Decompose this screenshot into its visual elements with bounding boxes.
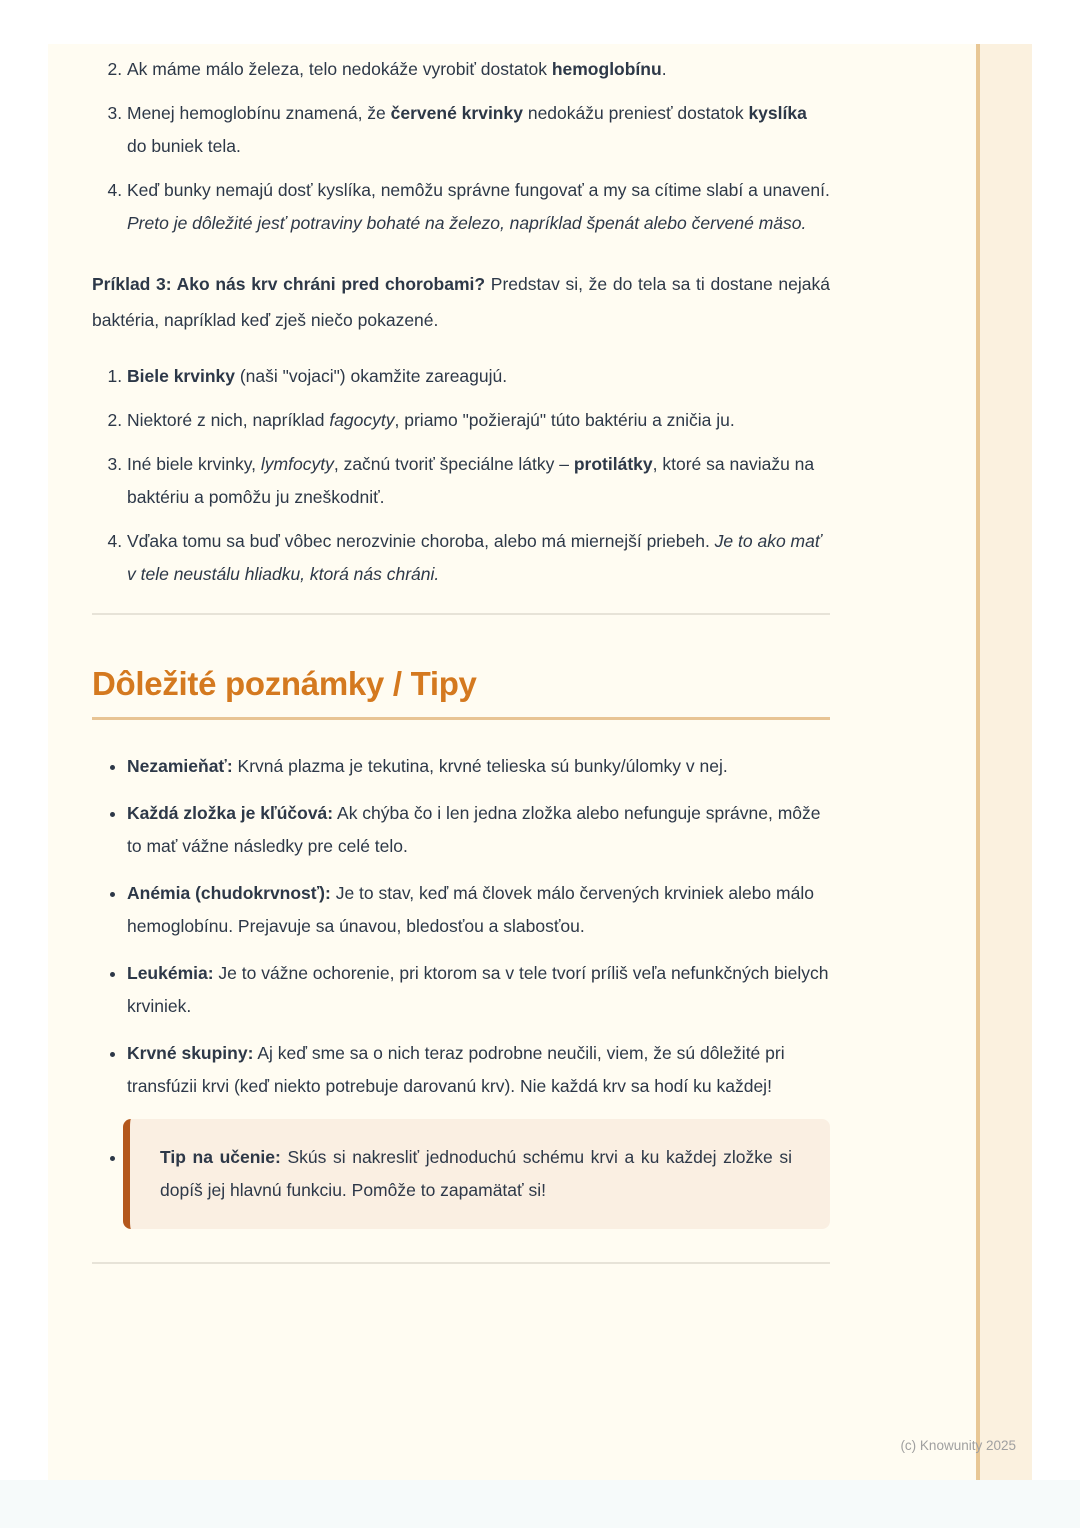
page-content xyxy=(92,44,830,1264)
notes-list xyxy=(92,750,830,1103)
list-item xyxy=(127,404,830,437)
text-segment: , začnú tvoriť špeciálne látky – xyxy=(333,454,574,474)
list-item xyxy=(127,174,830,240)
list-item xyxy=(127,360,830,393)
tip-text xyxy=(160,1141,792,1207)
text-segment: Každá zložka je kľúčová: xyxy=(127,803,334,823)
text-segment: kyslíka xyxy=(748,103,807,123)
list-item xyxy=(127,877,830,943)
list-item xyxy=(127,750,830,783)
text-segment: nedokážu preniesť dostatok xyxy=(522,103,749,123)
section-title: Dôležité poznámky / Tipy xyxy=(92,665,477,702)
list-item xyxy=(127,525,830,591)
text-segment: hemoglobínu xyxy=(551,59,662,79)
text-segment: do buniek tela. xyxy=(127,136,241,156)
text-segment: Vďaka tomu sa buď vôbec nerozvinie choroba, alebo má miernejší priebeh. xyxy=(127,531,715,551)
list-item xyxy=(127,797,830,863)
text-segment: Iné biele krvinky, xyxy=(127,454,261,474)
text-segment: Príklad 3: Ako nás krv chráni pred chorobami? xyxy=(92,274,486,294)
immune-response-list xyxy=(92,360,830,591)
text-segment: Leukémia: xyxy=(127,963,214,983)
text-segment: Predstav si, že do tela sa ti dostane nejaká baktéria, napríklad keď zješ niečo pokazené. xyxy=(92,274,830,330)
page-accent-band xyxy=(980,44,1032,1480)
text-segment: Skús si nakresliť jednoduchú schému krvi a ku každej zložke si dopíš jej hlavnú funkciu. Pomôže to zapamätať si! xyxy=(160,1147,792,1200)
text-segment: Krvné skupiny: xyxy=(127,1043,254,1063)
tip-list-item xyxy=(127,1119,830,1229)
text-segment: lymfocyty xyxy=(260,454,334,474)
text-segment: Je to vážne ochorenie, pri ktorom sa v tele tvorí príliš veľa nefunkčných bielych krviniek. xyxy=(127,963,829,1016)
text-segment: Aj keď sme sa o nich teraz podrobne neučili, viem, že sú dôležité pri transfúzii krvi (keď niekto potrebuje darovanú krv). Nie každá krv sa hodí ku každej! xyxy=(127,1043,785,1096)
section-title-underline xyxy=(92,717,830,720)
text-segment: Nezamieňať: xyxy=(127,756,233,776)
text-segment: Keď bunky nemajú dosť kyslíka, nemôžu správne fungovať a my sa cítime slabí a unavení. xyxy=(127,180,830,200)
tip-list xyxy=(92,1119,830,1229)
example3-paragraph xyxy=(92,266,830,338)
text-segment: Menej hemoglobínu znamená, že xyxy=(127,103,391,123)
list-item xyxy=(127,448,830,514)
text-segment: , priamo "požierajú" túto baktériu a zničia ju. xyxy=(394,410,735,430)
text-segment: červené krvinky xyxy=(390,103,523,123)
iron-deficiency-list xyxy=(92,53,830,240)
section-divider-bottom xyxy=(92,1262,830,1264)
text-segment: Ak máme málo železa, telo nedokáže vyrobiť dostatok xyxy=(127,59,552,79)
document-page xyxy=(48,44,1032,1480)
text-segment: . xyxy=(661,59,667,79)
tip-box xyxy=(123,1119,830,1229)
page-gap xyxy=(0,1480,1080,1528)
text-segment: Niektoré z nich, napríklad xyxy=(127,410,330,430)
text-segment: Je to ako mať v tele neustálu hliadku, ktorá nás chráni. xyxy=(127,531,822,584)
list-item xyxy=(127,97,830,163)
footer-credit: (c) Knowunity 2025 xyxy=(900,1438,1016,1453)
text-segment: , ktoré sa naviažu na baktériu a pomôžu ju zneškodniť. xyxy=(127,454,815,507)
text-segment: Tip na učenie: xyxy=(160,1147,281,1167)
text-segment: Krvná plazma je tekutina, krvné telieska sú bunky/úlomky v nej. xyxy=(232,756,728,776)
text-segment: Je to stav, keď má človek málo červených krviniek alebo málo hemoglobínu. Prejavuje sa únavou, bledosťou a slabosťou. xyxy=(127,883,814,936)
text-segment: Ak chýba čo i len jedna zložka alebo nefunguje správne, môže to mať vážne následky pre celé telo. xyxy=(127,803,821,856)
text-segment: protilátky xyxy=(573,454,653,474)
text-segment: Anémia (chudokrvnosť): xyxy=(127,883,331,903)
page-accent-band-border xyxy=(976,44,980,1480)
list-item xyxy=(127,957,830,1023)
list-item xyxy=(127,1037,830,1103)
section-divider-top xyxy=(92,613,830,615)
text-segment: Preto je dôležité jesť potraviny bohaté na železo, napríklad špenát alebo červené mäso. xyxy=(127,213,807,233)
text-segment: (naši "vojaci") okamžite zareagujú. xyxy=(234,366,508,386)
text-segment: Biele krvinky xyxy=(127,366,235,386)
text-segment: fagocyty xyxy=(329,410,395,430)
list-item xyxy=(127,53,830,86)
